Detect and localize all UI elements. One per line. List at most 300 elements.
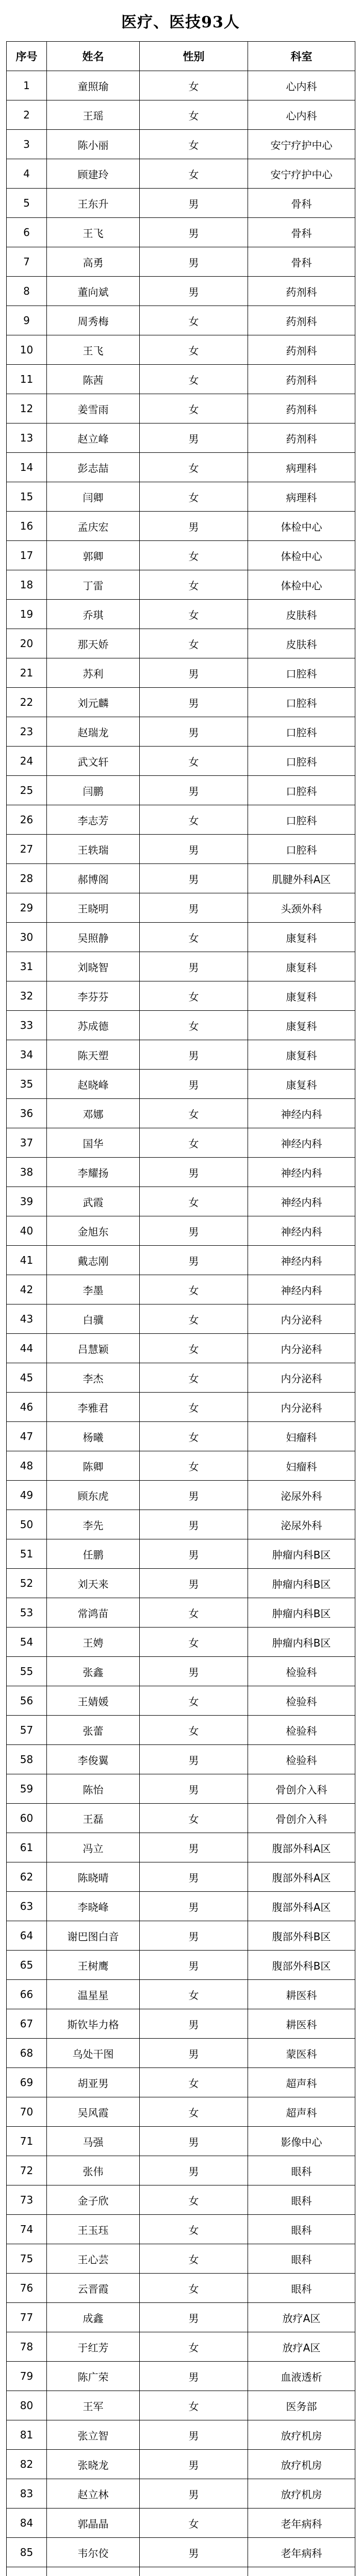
cell-name: 王心芸 (47, 2244, 140, 2274)
table-row (7, 2185, 355, 2215)
table-row (7, 570, 355, 600)
cell-department: 老年病科 (248, 2538, 355, 2567)
table-row (7, 247, 355, 277)
cell-index: 74 (7, 2215, 47, 2244)
cell-department: 安宁疗护中心 (248, 130, 355, 159)
cell-department: 康复科 (248, 981, 355, 1011)
cell-name: 王军 (47, 2391, 140, 2420)
cell-department: 内分泌科 (248, 1363, 355, 1393)
table-row (7, 1363, 355, 1393)
cell-department: 头颈外科 (248, 893, 355, 923)
cell-gender: 男 (140, 2362, 248, 2391)
cell-name: 闫鹏 (47, 776, 140, 805)
cell-name: 王轶瑞 (47, 835, 140, 864)
cell-department: 眼科 (248, 2274, 355, 2303)
cell-index: 79 (7, 2362, 47, 2391)
cell-index: 62 (7, 1862, 47, 1892)
cell-index: 69 (7, 2068, 47, 2097)
cell-gender: 女 (140, 1451, 248, 1481)
cell-index: 9 (7, 306, 47, 335)
cell-name: 王树鹰 (47, 1951, 140, 1980)
cell-department: 药剂科 (248, 423, 355, 453)
cell-gender: 男 (140, 2009, 248, 2039)
cell-name: 李先 (47, 1510, 140, 1539)
cell-gender: 女 (140, 2391, 248, 2420)
cell-name: 高勇 (47, 247, 140, 277)
cell-gender: 女 (140, 1304, 248, 1334)
cell-gender: 男 (140, 1510, 248, 1539)
cell-department: 药剂科 (248, 365, 355, 394)
cell-name: 张立智 (47, 2420, 140, 2450)
table-row (7, 1716, 355, 1745)
cell-index: 46 (7, 1393, 47, 1422)
cell-department: 放疗机房 (248, 2420, 355, 2450)
cell-gender: 女 (140, 541, 248, 570)
header-name: 姓名 (47, 42, 140, 71)
cell-department: 体检中心 (248, 570, 355, 600)
cell-gender: 男 (140, 1745, 248, 1774)
cell-name: 吴风霞 (47, 2097, 140, 2127)
cell-gender: 男 (140, 776, 248, 805)
cell-gender: 女 (140, 2097, 248, 2127)
table-row (7, 1657, 355, 1686)
cell-gender: 男 (140, 1657, 248, 1686)
cell-department: 检验科 (248, 1686, 355, 1716)
cell-index: 84 (7, 2509, 47, 2538)
cell-gender: 女 (140, 2274, 248, 2303)
cell-gender: 男 (140, 1774, 248, 1804)
cell-department: 药剂科 (248, 335, 355, 365)
table-row (7, 1304, 355, 1334)
table-row (7, 335, 355, 365)
cell-index: 57 (7, 1716, 47, 1745)
cell-name: 苏成德 (47, 1011, 140, 1040)
table-row (7, 2009, 355, 2039)
table-row (7, 1011, 355, 1040)
cell-department: 康复科 (248, 952, 355, 981)
table-row (7, 2068, 355, 2097)
cell-name: 金旭东 (47, 1216, 140, 1246)
table-row (7, 277, 355, 306)
table-row (7, 306, 355, 335)
table-row (7, 2127, 355, 2156)
cell-name: 陈小丽 (47, 130, 140, 159)
cell-gender: 女 (140, 1598, 248, 1628)
cell-name: 苏利 (47, 658, 140, 688)
cell-name: 郭卿 (47, 541, 140, 570)
cell-department: 泌尿外科 (248, 1510, 355, 1539)
cell-gender: 男 (140, 1951, 248, 1980)
cell-index: 10 (7, 335, 47, 365)
cell-index: 71 (7, 2127, 47, 2156)
table-row (7, 1099, 355, 1128)
cell-department: 内分泌科 (248, 1393, 355, 1422)
cell-index: 55 (7, 1657, 47, 1686)
cell-index: 44 (7, 1334, 47, 1363)
table-row (7, 423, 355, 453)
cell-gender: 女 (140, 482, 248, 512)
cell-name: 冯立 (47, 1833, 140, 1862)
cell-index: 14 (7, 453, 47, 482)
cell-gender: 女 (140, 1628, 248, 1657)
cell-department: 妇瘤科 (248, 1422, 355, 1451)
cell-department: 医务部 (248, 2391, 355, 2420)
cell-index: 5 (7, 189, 47, 218)
cell-name: 陈广荣 (47, 2362, 140, 2391)
header-department: 科室 (248, 42, 355, 71)
cell-name: 陈晓晴 (47, 1862, 140, 1892)
cell-gender: 女 (140, 805, 248, 835)
cell-department: 腹部外科A区 (248, 1833, 355, 1862)
cell-department: 康复科 (248, 1011, 355, 1040)
cell-department: 体检中心 (248, 541, 355, 570)
cell-gender: 男 (140, 1158, 248, 1187)
table-row (7, 1745, 355, 1774)
cell-index: 56 (7, 1686, 47, 1716)
cell-name: 李雅君 (47, 1393, 140, 1422)
cell-department: 眼科 (248, 2244, 355, 2274)
cell-index: 61 (7, 1833, 47, 1862)
table-row (7, 1216, 355, 1246)
cell-index: 19 (7, 600, 47, 629)
cell-gender: 女 (140, 981, 248, 1011)
cell-index: 75 (7, 2244, 47, 2274)
cell-index: 52 (7, 1569, 47, 1598)
cell-gender: 男 (140, 1539, 248, 1569)
cell-gender: 男 (140, 2156, 248, 2185)
cell-index: 58 (7, 1745, 47, 1774)
table-row (7, 1980, 355, 2009)
cell-name: 周秀梅 (47, 306, 140, 335)
cell-department: 超声科 (248, 2097, 355, 2127)
table-row (7, 2509, 355, 2538)
cell-name: 陈卿 (47, 1451, 140, 1481)
cell-gender: 女 (140, 365, 248, 394)
table-row (7, 541, 355, 570)
cell-index: 78 (7, 2332, 47, 2362)
cell-department: 骨创介入科 (248, 1774, 355, 1804)
table-row (7, 747, 355, 776)
cell-department: 腹部外科A区 (248, 1892, 355, 1921)
cell-name: 顾东虎 (47, 1481, 140, 1510)
cell-index: 28 (7, 864, 47, 893)
table-row (7, 189, 355, 218)
cell-gender: 男 (140, 2420, 248, 2450)
cell-name: 戴志刚 (47, 1246, 140, 1275)
cell-department: 检验科 (248, 1716, 355, 1745)
cell-department: 腹部外科A区 (248, 1862, 355, 1892)
table-row (7, 218, 355, 247)
cell-department: 骨科 (248, 189, 355, 218)
table-row (7, 2156, 355, 2185)
table-row (7, 600, 355, 629)
cell-index: 7 (7, 247, 47, 277)
cell-index: 43 (7, 1304, 47, 1334)
table-row (7, 1275, 355, 1304)
cell-index: 30 (7, 923, 47, 952)
cell-name: 云晋霞 (47, 2274, 140, 2303)
cell-department: 妇瘤科 (248, 1451, 355, 1481)
cell-index: 70 (7, 2097, 47, 2127)
cell-gender: 女 (140, 600, 248, 629)
table-row (7, 71, 355, 100)
table-row (7, 1598, 355, 1628)
cell-department: 泌尿外科 (248, 1481, 355, 1510)
cell-gender: 女 (140, 1716, 248, 1745)
cell-department: 蒙医科 (248, 2039, 355, 2068)
cell-department: 放疗机房 (248, 2479, 355, 2509)
cell-index: 60 (7, 1804, 47, 1833)
cell-name: 刘天来 (47, 1569, 140, 1598)
table-row (7, 1187, 355, 1216)
cell-index: 8 (7, 277, 47, 306)
cell-department: 体检中心 (248, 512, 355, 541)
cell-department: 药剂科 (248, 306, 355, 335)
table-row (7, 1833, 355, 1862)
cell-gender: 女 (140, 747, 248, 776)
cell-department: 心内科 (248, 71, 355, 100)
table-row (7, 2332, 355, 2362)
cell-department: 心内科 (248, 100, 355, 130)
cell-department: 骨科 (248, 247, 355, 277)
table-row (7, 1774, 355, 1804)
cell-name: 张鑫 (47, 1657, 140, 1686)
cell-index: 12 (7, 394, 47, 423)
table-row (7, 365, 355, 394)
cell-index: 39 (7, 1187, 47, 1216)
table-row (7, 1628, 355, 1657)
cell-gender: 女 (140, 71, 248, 100)
cell-gender: 男 (140, 1892, 248, 1921)
header-index: 序号 (7, 42, 47, 71)
cell-index: 2 (7, 100, 47, 130)
table-row (7, 394, 355, 423)
table-row (7, 835, 355, 864)
cell-gender: 男 (140, 1921, 248, 1951)
cell-index: 1 (7, 71, 47, 100)
cell-department: 影像中心 (248, 2127, 355, 2156)
cell-department: 口腔科 (248, 688, 355, 717)
cell-name: 张伟 (47, 2156, 140, 2185)
cell-name: 赵晓峰 (47, 1070, 140, 1099)
cell-index: 41 (7, 1246, 47, 1275)
cell-gender: 女 (140, 1128, 248, 1158)
cell-name: 乔琪 (47, 600, 140, 629)
cell-index: 27 (7, 835, 47, 864)
page-title: 医疗、医技93人 (121, 13, 240, 31)
cell-department: 检验科 (248, 1657, 355, 1686)
cell-name: 李晓峰 (47, 1892, 140, 1921)
cell-name: 闫卿 (47, 482, 140, 512)
cell-department: 腹部外科B区 (248, 1921, 355, 1951)
cell-department: 安宁疗护中心 (248, 159, 355, 189)
cell-name: 陈茜 (47, 365, 140, 394)
table-row (7, 1892, 355, 1921)
cell-department: 肌腱外科A区 (248, 864, 355, 893)
cell-name: 王东升 (47, 189, 140, 218)
cell-gender: 女 (140, 2509, 248, 2538)
cell-department: 神经内科 (248, 1216, 355, 1246)
cell-name: 郝博阁 (47, 864, 140, 893)
cell-name: 李杰 (47, 1363, 140, 1393)
cell-gender: 女 (140, 2332, 248, 2362)
table-row (7, 1246, 355, 1275)
table-row (7, 717, 355, 747)
cell-gender: 女 (140, 306, 248, 335)
cell-name: 刘元麟 (47, 688, 140, 717)
staff-roster-table (6, 41, 355, 2576)
table-row (7, 2244, 355, 2274)
table-row (7, 629, 355, 658)
table-row (7, 1451, 355, 1481)
cell-index: 40 (7, 1216, 47, 1246)
table-row (7, 1040, 355, 1070)
cell-name: 谢巴图白音 (47, 1921, 140, 1951)
cell-department: 康复科 (248, 1070, 355, 1099)
table-row (7, 776, 355, 805)
cell-name: 斯钦毕力格 (47, 2009, 140, 2039)
cell-department: 口腔科 (248, 805, 355, 835)
cell-name: 乌处干图 (47, 2039, 140, 2068)
cell-department: 骨创介入科 (248, 1804, 355, 1833)
cell-gender: 女 (140, 1334, 248, 1363)
table-row (7, 1481, 355, 1510)
cell-department: 康复科 (248, 1040, 355, 1070)
cell-name: 孟庆宏 (47, 512, 140, 541)
cell-gender: 女 (140, 159, 248, 189)
cell-gender: 男 (140, 1216, 248, 1246)
cell-gender: 女 (140, 2244, 248, 2274)
cell-name: 王晓明 (47, 893, 140, 923)
table-row (7, 805, 355, 835)
cell-department: 放疗机房 (248, 2450, 355, 2479)
cell-name: 韦尔佼 (47, 2538, 140, 2567)
cell-gender: 男 (140, 2479, 248, 2509)
cell-index: 17 (7, 541, 47, 570)
cell-index: 65 (7, 1951, 47, 1980)
cell-name (47, 2567, 140, 2576)
cell-gender: 男 (140, 1070, 248, 1099)
cell-gender: 男 (140, 717, 248, 747)
cell-name: 李耀扬 (47, 1158, 140, 1187)
cell-department: 检验科 (248, 1745, 355, 1774)
cell-index: 35 (7, 1070, 47, 1099)
table-row (7, 130, 355, 159)
cell-index: 49 (7, 1481, 47, 1510)
table-row (7, 864, 355, 893)
cell-department: 神经内科 (248, 1099, 355, 1128)
cell-index: 59 (7, 1774, 47, 1804)
cell-department: 皮肤科 (248, 600, 355, 629)
table-row (7, 1686, 355, 1716)
table-row (7, 2479, 355, 2509)
table-row (7, 1128, 355, 1158)
cell-name: 王婧媛 (47, 1686, 140, 1716)
cell-name: 王瑶 (47, 100, 140, 130)
cell-index: 15 (7, 482, 47, 512)
cell-index: 48 (7, 1451, 47, 1481)
table-row (7, 1569, 355, 1598)
cell-index: 68 (7, 2039, 47, 2068)
cell-index: 54 (7, 1628, 47, 1657)
cell-gender: 女 (140, 1686, 248, 1716)
cell-department: 肿瘤内科B区 (248, 1598, 355, 1628)
cell-index: 85 (7, 2538, 47, 2567)
table-row (7, 1951, 355, 1980)
cell-gender: 女 (140, 2215, 248, 2244)
cell-gender: 男 (140, 1246, 248, 1275)
cell-department: 神经内科 (248, 1246, 355, 1275)
table-row (7, 1393, 355, 1422)
cell-name: 金子欣 (47, 2185, 140, 2215)
table-row (7, 2097, 355, 2127)
cell-name: 国华 (47, 1128, 140, 1158)
cell-department: 神经内科 (248, 1158, 355, 1187)
cell-index: 6 (7, 218, 47, 247)
header-gender: 性别 (140, 42, 248, 71)
cell-name: 赵瑞龙 (47, 717, 140, 747)
cell-name: 李墨 (47, 1275, 140, 1304)
cell-name: 杨曦 (47, 1422, 140, 1451)
cell-index: 37 (7, 1128, 47, 1158)
cell-department: 神经内科 (248, 1275, 355, 1304)
table-row (7, 1422, 355, 1451)
table-row (7, 1862, 355, 1892)
cell-department: 药剂科 (248, 277, 355, 306)
cell-gender: 男 (140, 1862, 248, 1892)
cell-department: 耕医科 (248, 2009, 355, 2039)
cell-index: 16 (7, 512, 47, 541)
cell-department: 骨科 (248, 218, 355, 247)
cell-index: 47 (7, 1422, 47, 1451)
cell-department: 神经内科 (248, 1128, 355, 1158)
cell-gender: 女 (140, 335, 248, 365)
cell-index: 83 (7, 2479, 47, 2509)
cell-name: 李俊翼 (47, 1745, 140, 1774)
cell-name: 王磊 (47, 1804, 140, 1833)
cell-gender: 男 (140, 1040, 248, 1070)
cell-gender: 女 (140, 453, 248, 482)
cell-index: 82 (7, 2450, 47, 2479)
table-row (7, 1921, 355, 1951)
table-row (7, 159, 355, 189)
cell-gender: 女 (140, 1980, 248, 2009)
cell-gender: 女 (140, 1363, 248, 1393)
cell-index: 76 (7, 2274, 47, 2303)
cell-gender: 男 (140, 893, 248, 923)
cell-index: 64 (7, 1921, 47, 1951)
table-row (7, 1804, 355, 1833)
cell-gender: 女 (140, 570, 248, 600)
cell-index: 66 (7, 1980, 47, 2009)
table-row (7, 2215, 355, 2244)
table-row (7, 453, 355, 482)
cell-gender: 女 (140, 1275, 248, 1304)
cell-name: 白骥 (47, 1304, 140, 1334)
cell-index: 3 (7, 130, 47, 159)
cell-index: 53 (7, 1598, 47, 1628)
table-row (7, 482, 355, 512)
table-row (7, 893, 355, 923)
cell-department: 康复科 (248, 923, 355, 952)
cell-index: 31 (7, 952, 47, 981)
cell-index: 81 (7, 2420, 47, 2450)
cell-department: 口腔科 (248, 658, 355, 688)
cell-index: 80 (7, 2391, 47, 2420)
cell-gender: 男 (140, 835, 248, 864)
cell-department: 眼科 (248, 2156, 355, 2185)
cell-department: 肿瘤内科B区 (248, 1628, 355, 1657)
